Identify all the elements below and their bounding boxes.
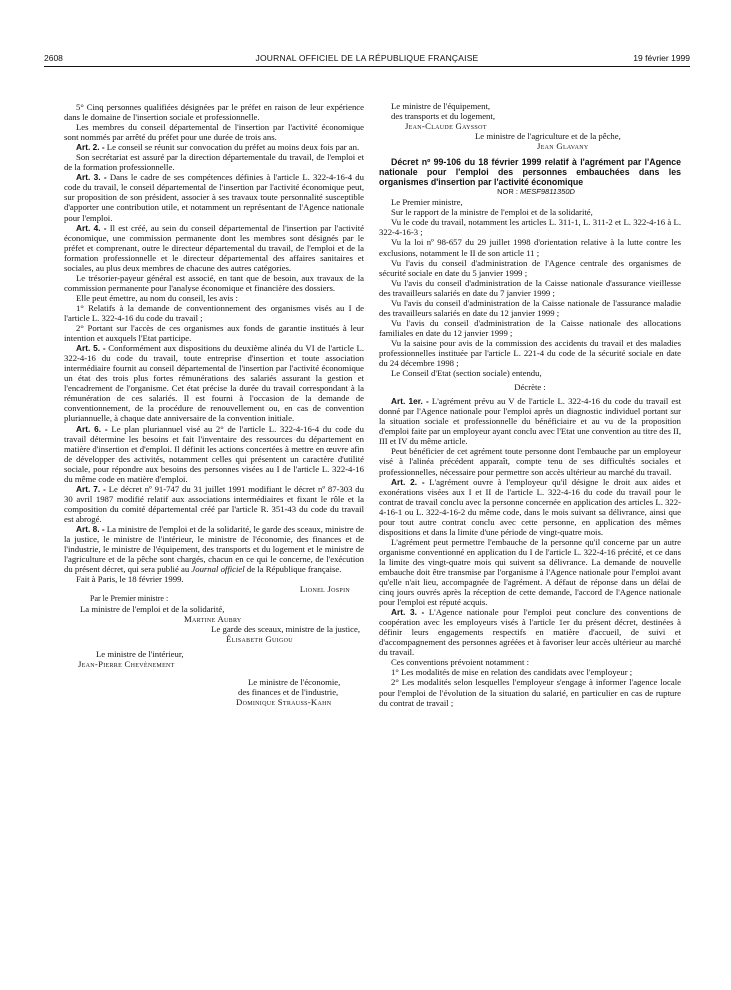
journal-name: Journal officiel (191, 564, 245, 575)
article-label: Art. 6. - (76, 423, 108, 434)
article-7 (64, 484, 364, 524)
article-text: Dans le cadre de ses compétences définies à l'article L. 322-4-16-4 du code du travail, le conseil départemental de l'insertion par l'activité économique peut, sur proposition de son président, associer à ses travaux toute personnalité susceptible d'apporter une contribution utile, et notamment un représentant de l'Agence nationale pour l'emploi. (64, 172, 364, 223)
paragraph: L'agrément peut permettre l'embauche de la personne qu'il concerne par un autre organisme conventionné en application du I de l'article L. 322-4-16 précité, et ce dans la limite des vingt-quatre mois qui suivent sa délivrance. La demande de nouvelle embauche doit être transmise par l'organisme à l'Agence nationale pour l'emploi avant qu'elle n'ait lieu, accompagnée de l'agrément. A défaut de réponse dans un délai de cinq jours ouvrés après la réception de cette demande, l'accord de l'Agence nationale pour l'emploi est réputé acquis. (379, 536, 681, 608)
page-header (44, 53, 690, 67)
article-3 (379, 607, 681, 657)
article-label: Art. 2. - (391, 476, 425, 487)
article-text: L'agrément ouvre à l'employeur qu'il désigne le droit aux aides et exonérations visées aux I et II de l'article L. 322-4-16 du code du travail pour le contrat de travail conclu avec la personne concernée en application des articles L. 322-4-16-1 ou L. 322-4-16-2 du même code, dans le mois suivant sa délivrance, ainsi que pour tout autre contrat conclu avec cette personne, en application des mêmes dispositions et dans la limite d'une période de vingt-quatre mois. (379, 476, 682, 537)
signature-role: des transports et du logement, (391, 111, 495, 122)
article-text: L'agrément prévu au V de l'article L. 322-4-16 du code du travail est donné par l'Agence nationale pour l'emploi après un diagnostic individuel portant sur la situation sociale et professionnelle du bénéficiaire et au vu de la proposition d'emploi faite par un employeur ayant conclu avec l'Etat une convention au titre des II, III et IV du même article. (379, 396, 682, 447)
right-column (379, 101, 681, 708)
article-text: Il est créé, au sein du conseil départemental de l'insertion par l'activité économique, une commission permanente dont les membres sont désignés par le préfet et comprenant, outre le directeur départemental du travail, de l'emploi et de la formation professionnelle et le directeur départemental des affaires sanitaires et sociales, au plus deux membres de chacune des autres catégories. (64, 222, 365, 273)
journal-title: JOURNAL OFFICIEL DE LA RÉPUBLIQUE FRANÇAISE (255, 53, 479, 63)
article-text: Le plan pluriannuel visé au 2° de l'article L. 322-4-16-4 du code du travail détermine les besoins et fait l'inventaire des ressources du département en matière d'insertion et d'emploi. Il définit les actions concertées à mettre en œuvre afin de développer des activités, notamment celles qui présentent un caractère d'utilité sociale, pour répondre aux besoins des personnes visées au I de l'article L. 322-4-16 du même code en matière d'emploi. (64, 423, 364, 484)
signature-role: La ministre de l'emploi et de la solidarité, (80, 604, 225, 615)
paragraph: 1° Relatifs à la demande de conventionnement des organismes visés au I de l'article L. 322-4-16 du code du travail ; (64, 302, 364, 323)
article-text: Le conseil se réunit sur convocation du préfet au moins deux fois par an. (106, 142, 360, 153)
decrete: Décrète : (514, 382, 546, 393)
visa: Vu la saisine pour avis de la commission des accidents du travail et des maladies professionnelles instituée par l'article L. 221-4 du code de la sécurité sociale en date du 24 décembre 1998 ; (379, 337, 681, 369)
signature-name: Élisabeth Guigou (226, 634, 293, 645)
visa: Vu la loi nº 98-657 du 29 juillet 1998 d'orientation relative à la lutte contre les exclusions, notamment le II de son article 11 ; (379, 237, 681, 258)
article-text: La ministre de l'emploi et de la solidarité, le garde des sceaux, ministre de la justice, le ministre de l'intérieur, le ministre de l'économie, des finances et de l'industrie, le ministre de l'équipement, des transports et du logement et le ministre de l'agriculture et de la pêche sont chargés, chacun en ce qui le concerne, de l'exécution du présent décret, qui sera publié au (64, 523, 364, 575)
visa: Vu l'avis du conseil d'administration de la Caisse nationale des allocations familiales en date du 12 janvier 1999 ; (379, 317, 681, 338)
nor-reference (379, 187, 681, 197)
article-5 (64, 343, 364, 423)
article-label: Art. 3. - (391, 607, 425, 618)
article-text: Conformément aux dispositions du deuxième alinéa du VI de l'article L. 322-4-16 du code du travail, toute entreprise d'insertion et toute association intermédiaire fournit au conseil départemental de l'insertion par l'activité économique un état des trois plus fortes rémunérations des salariés assurant la gestion et l'encadrement de l'organisme. Cet état précise la durée du travail correspondant à la rémunération de ces salariés. Il est fourni à l'occasion de la demande de conventionnement, de la procédure de renouvellement ou, en cas de convention pluriannuelle, à chaque date anniversaire de la convention initiale. (64, 343, 364, 424)
signature-role: Le ministre de l'agriculture et de la pêche, (475, 131, 621, 142)
signature-name: Dominique Strauss-Kahn (236, 696, 332, 707)
article-label: Art. 5. - (76, 343, 106, 354)
article-1 (379, 396, 681, 446)
issue-date: 19 février 1999 (633, 53, 690, 63)
visa: Vu l'avis du conseil d'administration de la Caisse nationale d'assurance vieillesse des travailleurs salariés en date du 7 janvier 1999 ; (379, 277, 681, 298)
visa: Sur le rapport de la ministre de l'emploi et de la solidarité, (391, 207, 593, 218)
article-label: Art. 7. - (76, 483, 106, 494)
nor-label: NOR : (497, 187, 518, 197)
article-6 (64, 424, 364, 484)
visa: Vu le code du travail, notamment les articles L. 311-1, L. 311-2 et L. 322-4-16 à L. 322-4-16-3 ; (379, 217, 681, 238)
visa: Le Conseil d'Etat (section sociale) entendu, (391, 368, 542, 379)
article-text-end: de la République française. (244, 564, 342, 575)
signature-name: Martine Aubry (184, 614, 242, 625)
signature-role: Le ministre de l'économie, (248, 676, 341, 687)
visa: Vu l'avis du conseil d'administration de l'Agence centrale des organismes de sécurité sociale en date du 5 janvier 1999 ; (379, 257, 681, 278)
article-2 (379, 477, 681, 537)
paragraph: Elle peut émettre, au nom du conseil, les avis : (76, 292, 238, 303)
article-3 (64, 172, 364, 222)
signature-role: Le garde des sceaux, ministre de la justice, (211, 624, 360, 635)
paragraph: 2° Les modalités selon lesquelles l'employeur s'engage à informer l'agence locale pour l'emploi de l'évolution de la situation du salarié, en particulier en cas de rupture du contrat de travail ; (379, 677, 681, 708)
paragraph: 1° Les modalités de mise en relation des candidats avec l'employeur ; (391, 667, 633, 678)
article-label: Art. 2. - (76, 142, 105, 153)
left-column (64, 102, 364, 707)
paragraph: Peut bénéficier de cet agrément toute personne dont l'embauche par un employeur visé à l'alinéa précédent apparaît, compte tenu de ses difficultés sociales et professionnelles, nécessaire pour permettre son accès ultérieur au marché du travail. (379, 446, 681, 477)
signature-role: Le ministre de l'intérieur, (96, 648, 184, 659)
article-label: Art. 1er. - (391, 396, 429, 407)
paragraph: Les membres du conseil départemental de l'insertion par l'activité économique sont nommés par arrêté du préfet pour une durée de trois ans. (64, 122, 364, 143)
visa: Le Premier ministre, (391, 197, 463, 208)
signature-prime-minister: Lionel Jospin (299, 584, 350, 595)
article-2 (64, 142, 364, 152)
article-text: L'Agence nationale pour l'emploi peut conclure des conventions de coopération avec les employeurs visés à l'article 1er du présent décret, destinées à définir leurs engagements respectifs en matière d'accueil, de suivi et d'accompagnement des personnes agréées et à favoriser leur accès ultérieur au marché du travail. (379, 607, 681, 658)
decret-title: Décret nº 99-106 du 18 février 1999 relatif à l'agrément par l'Agence nationale pour l'emploi des personnes embauchées dans les organismes d'insertion par l'activité économique (379, 157, 681, 188)
article-label: Art. 4. - (76, 222, 107, 233)
paragraph: 2° Portant sur l'accès de ces organismes aux fonds de garantie institués à leur intention et auxquels l'Etat participe. (64, 323, 364, 344)
visa: Vu l'avis du conseil d'administration de la Caisse nationale de l'assurance maladie des travailleurs salariés en date du 12 janvier 1999 ; (379, 297, 681, 318)
article-4 (64, 223, 364, 273)
header-rule (44, 66, 690, 67)
par-le-premier-ministre: Par le Premier ministre : (90, 594, 169, 604)
fait-a-paris: Fait à Paris, le 18 février 1999. (76, 574, 184, 585)
article-label: Art. 3. - (76, 172, 107, 183)
article-text: Le décret nº 91-747 du 31 juillet 1991 modifiant le décret nº 87-303 du 30 avril 1987 modifié relatif aux associations intermédiaires et fixant le rôle et la composition du comité départemental créé par l'article R. 351-43 du code du travail est abrogé. (64, 483, 364, 524)
page-number: 2608 (44, 53, 63, 63)
paragraph: 5° Cinq personnes qualifiées désignées par le préfet en raison de leur expérience dans le domaine de l'insertion sociale et professionnelle. (64, 102, 364, 123)
nor-code: MESF9811350D (520, 187, 575, 197)
paragraph: Le trésorier-payeur général est associé, en tant que de besoin, aux travaux de la commission permanente pour l'analyse économique et financière des dossiers. (64, 272, 364, 293)
signature-name: Jean-Pierre Chevènement (78, 658, 175, 669)
signature-role: des finances et de l'industrie, (238, 686, 339, 697)
signature-name: Jean Glavany (537, 141, 589, 152)
article-label: Art. 8. - (76, 523, 105, 534)
paragraph: Son secrétariat est assuré par la direction départementale du travail, de l'emploi et de la formation professionnelle. (64, 152, 364, 173)
article-8 (64, 524, 364, 574)
paragraph: Ces conventions prévoient notamment : (391, 657, 530, 668)
signature-role: Le ministre de l'équipement, (391, 101, 491, 111)
signature-name: Jean-Claude Gayssot (405, 121, 487, 132)
